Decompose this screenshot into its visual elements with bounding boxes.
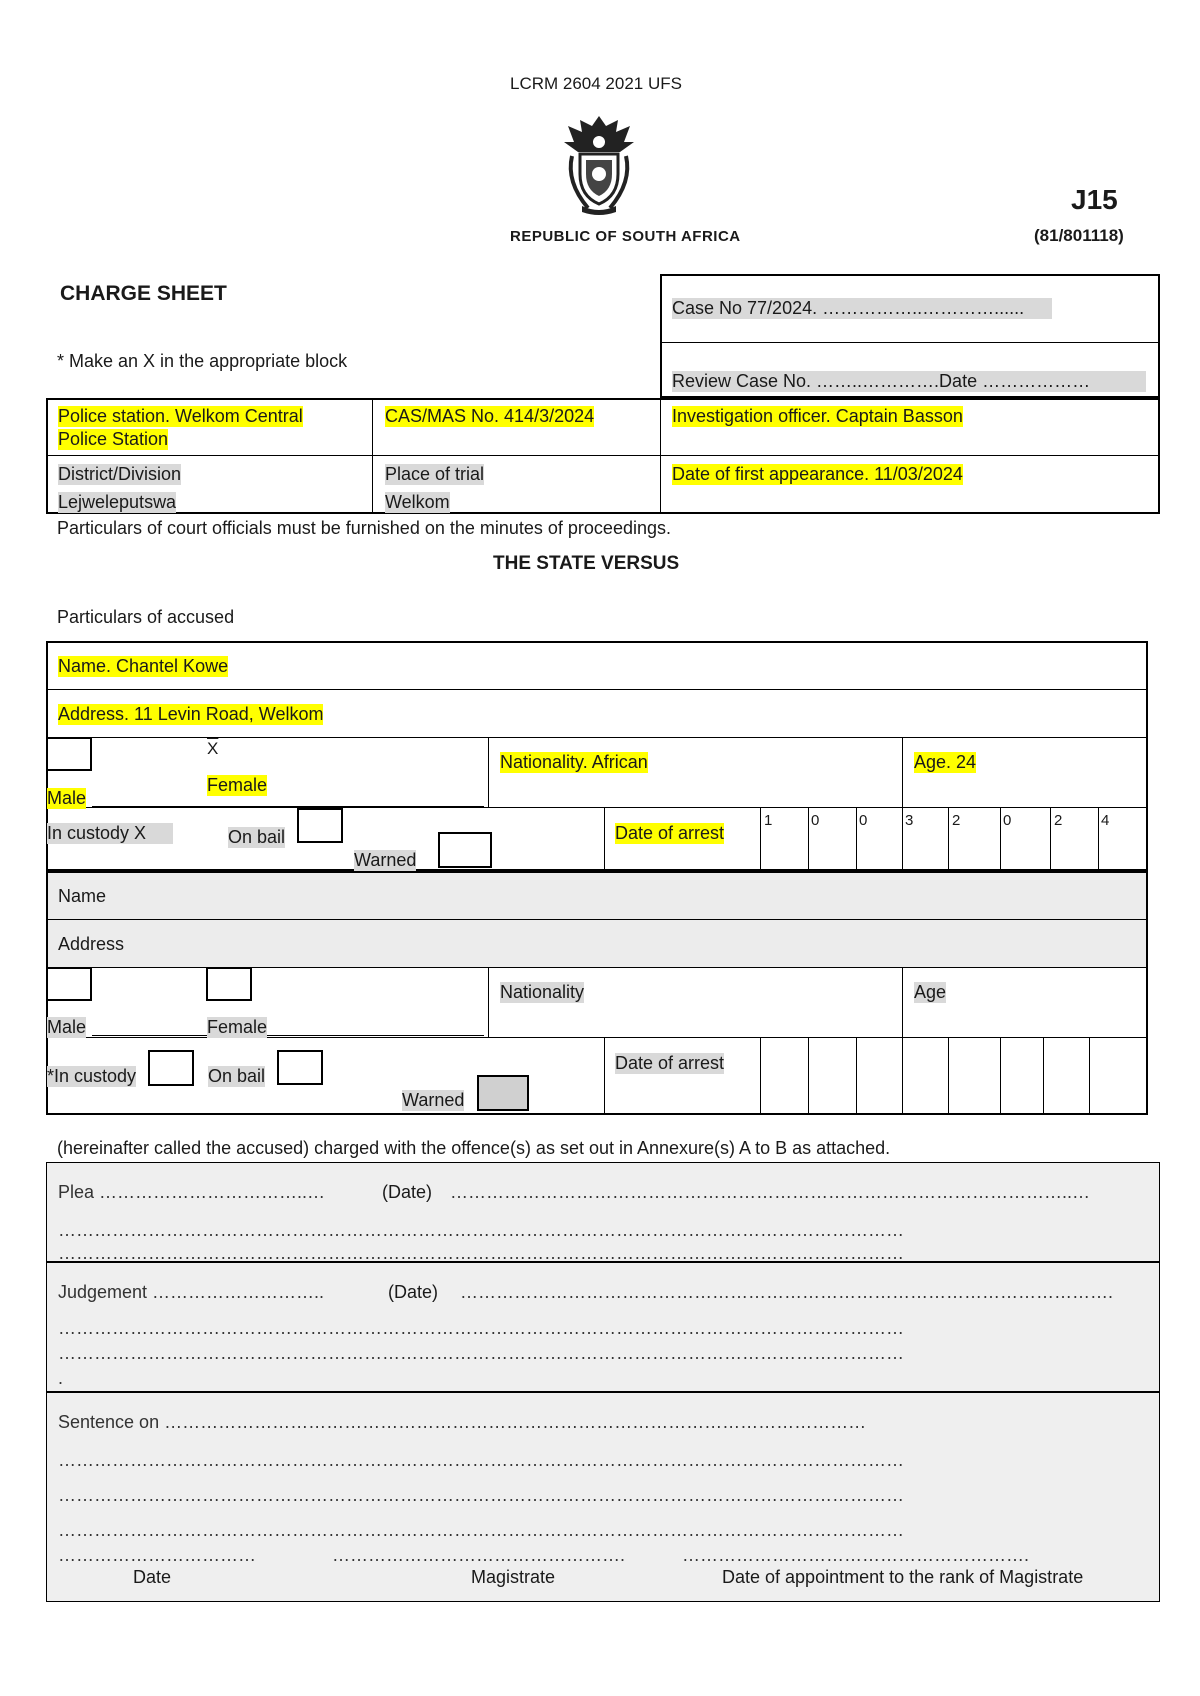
- arrest-grid-1-line-6: [1000, 807, 1001, 871]
- cas-number-field[interactable]: CAS/MAS No. 414/3/2024: [385, 406, 595, 426]
- court-officials-note: Particulars of court officials must be furnished on the minutes of proceedings.: [57, 518, 671, 538]
- accused-1-in-custody[interactable]: In custody X: [47, 823, 173, 844]
- accused-1-male-checkbox[interactable]: [46, 737, 92, 771]
- arrest-digit-8[interactable]: 4: [1101, 812, 1110, 829]
- accused-2-warned-checkbox[interactable]: [477, 1075, 529, 1111]
- sentence-magistrate-signature-line[interactable]: ………………………………………….: [332, 1545, 626, 1565]
- arrest-grid-2-line-4: [902, 1037, 903, 1115]
- details-col-divider-1: [372, 398, 373, 514]
- case-box-divider: [660, 342, 1160, 343]
- arrest-digit-7[interactable]: 2: [1054, 812, 1063, 829]
- arrest-digit-5[interactable]: 2: [952, 812, 961, 829]
- accused-2-on-bail-checkbox[interactable]: [277, 1050, 323, 1085]
- arrest-grid-2-line-7: [1043, 1037, 1044, 1115]
- accused-2-in-custody-checkbox[interactable]: [148, 1050, 194, 1086]
- sentence-line-2[interactable]: ……………………………………………………………………………………………………………………………: [58, 1485, 904, 1505]
- plea-date-label: (Date): [382, 1182, 433, 1202]
- arrest-digit-2[interactable]: 0: [811, 812, 820, 829]
- arrest-digit-6[interactable]: 0: [1003, 812, 1012, 829]
- district-value[interactable]: Lejweleputswa: [58, 492, 177, 512]
- judgement-line-1[interactable]: ……………………………………………………………………………………………………………………………: [58, 1318, 904, 1338]
- arrest-grid-1-line-1: [760, 807, 761, 871]
- accused-2-warned-label: Warned: [402, 1090, 465, 1110]
- accused-2-nationality-label[interactable]: Nationality: [500, 982, 585, 1002]
- details-col-divider-2: [660, 398, 661, 514]
- arrest-grid-1-line-2: [808, 807, 809, 871]
- accused-2-female-label: Female: [207, 1017, 268, 1037]
- country-name: REPUBLIC OF SOUTH AFRICA: [510, 228, 741, 245]
- judgement-line-2[interactable]: ……………………………………………………………………………………………………………………………: [58, 1343, 904, 1363]
- accused-2-arrest-label: Date of arrest: [615, 1053, 725, 1073]
- arrest-grid-2-line-6: [1000, 1037, 1001, 1115]
- arrest-digit-4[interactable]: 3: [905, 812, 914, 829]
- arrest-grid-1-line-8: [1098, 807, 1099, 871]
- accused-1-col-c: [604, 807, 605, 871]
- accused-2-in-custody-label: *In custody: [47, 1066, 137, 1086]
- particulars-label: Particulars of accused: [57, 607, 235, 627]
- arrest-grid-2-line-3: [856, 1037, 857, 1115]
- arrest-grid-2-line-1: [760, 1037, 761, 1115]
- form-reference: LCRM 2604 2021 UFS: [510, 74, 682, 93]
- instruction-text: * Make an X in the appropriate block: [57, 351, 348, 371]
- accused-1-divider-1: [46, 689, 1148, 690]
- accused-2-age-label[interactable]: Age: [914, 982, 947, 1002]
- accused-2-col-a: [488, 967, 489, 1037]
- arrest-grid-2-line-2: [808, 1037, 809, 1115]
- form-code: J15: [1071, 184, 1118, 215]
- accused-2-name-label[interactable]: Name: [58, 886, 107, 906]
- page-title: CHARGE SHEET: [60, 282, 227, 305]
- accused-1-col-a: [488, 737, 489, 807]
- plea-line-1[interactable]: ……………………………………………………………………………………………………………………………: [58, 1220, 904, 1240]
- arrest-grid-1-line-7: [1050, 807, 1051, 871]
- form-number: (81/801118): [1034, 226, 1124, 245]
- sentence-date-label: Date: [133, 1567, 172, 1587]
- accused-2-on-bail-label: On bail: [208, 1066, 266, 1086]
- arrest-digit-3[interactable]: 0: [859, 812, 868, 829]
- accused-2-col-c: [604, 1037, 605, 1115]
- accused-1-name[interactable]: Name. Chantel Kowe: [58, 656, 229, 676]
- accused-1-on-bail-checkbox[interactable]: [297, 808, 343, 843]
- accused-1-divider-3: [46, 807, 1148, 808]
- accused-1-arrest-label: Date of arrest: [615, 823, 725, 843]
- judgement-date-label: (Date): [388, 1282, 439, 1302]
- accused-2-male-label: Male: [47, 1017, 87, 1037]
- place-of-trial-label: Place of trial: [385, 464, 485, 484]
- arrest-grid-1-line-5: [948, 807, 949, 871]
- accused-1-gender-underline: [92, 806, 484, 807]
- arrest-grid-2-line-8: [1089, 1037, 1090, 1115]
- offence-note: (hereinafter called the accused) charged with the offence(s) as set out in Annexure(s) A to B as attached.: [57, 1138, 891, 1158]
- sentence-appointment-label: Date of appointment to the rank of Magistrate: [722, 1567, 1084, 1587]
- sentence-date-signature-line[interactable]: ……………………………: [58, 1545, 256, 1565]
- accused-2-female-checkbox[interactable]: [206, 967, 252, 1001]
- sentence-magistrate-label: Magistrate: [471, 1567, 556, 1587]
- accused-1-divider-2: [46, 737, 1148, 738]
- accused-2-gender-underline: [92, 1035, 484, 1036]
- coat-of-arms-emblem: [558, 112, 640, 216]
- sentence-label[interactable]: Sentence on ………………………………………………………………………………………………………: [58, 1412, 867, 1432]
- plea-label[interactable]: Plea ……………………………..…: [58, 1182, 326, 1202]
- judgement-label[interactable]: Judgement ………………………..: [58, 1282, 325, 1302]
- review-case-field[interactable]: Review Case No. ……..………….Date ………………: [672, 371, 1146, 392]
- arrest-digit-1[interactable]: 1: [764, 812, 773, 829]
- accused-1-warned-checkbox[interactable]: [438, 832, 492, 868]
- plea-date-field[interactable]: …………………………………………………………………………………………..…: [450, 1182, 1091, 1202]
- first-appearance-field[interactable]: Date of first appearance. 11/03/2024: [672, 464, 963, 484]
- accused-1-on-bail-label: On bail: [228, 827, 286, 847]
- case-number-field[interactable]: Case No 77/2024. ……………..…………......: [672, 298, 1052, 319]
- accused-2-col-b: [902, 967, 903, 1037]
- investigation-officer-field[interactable]: Investigation officer. Captain Basson: [672, 406, 963, 426]
- judgement-date-field[interactable]: ……………………………………………………………………………………………….: [460, 1282, 1114, 1302]
- police-station-line2[interactable]: Police Station: [58, 429, 169, 449]
- district-label: District/Division: [58, 464, 182, 484]
- place-of-trial-value[interactable]: Welkom: [385, 492, 450, 512]
- accused-1-col-b: [902, 737, 903, 807]
- arrest-grid-1-line-3: [856, 807, 857, 871]
- arrest-grid-1-line-4: [902, 807, 903, 871]
- accused-1-male-label: Male: [47, 788, 87, 808]
- accused-1-age[interactable]: Age. 24: [914, 752, 977, 772]
- sentence-line-1[interactable]: ……………………………………………………………………………………………………………………………: [58, 1450, 904, 1470]
- accused-2-address-label[interactable]: Address: [58, 934, 125, 954]
- arrest-grid-2-line-5: [948, 1037, 949, 1115]
- details-row-divider: [46, 455, 1160, 456]
- sentence-line-3[interactable]: ……………………………………………………………………………………………………………………………: [58, 1520, 904, 1540]
- accused-1-address[interactable]: Address. 11 Levin Road, Welkom: [58, 704, 324, 724]
- accused-1-nationality[interactable]: Nationality. African: [500, 752, 648, 772]
- plea-line-2[interactable]: ……………………………………………………………………………………………………………………………: [58, 1243, 904, 1263]
- accused-2-male-checkbox[interactable]: [46, 967, 92, 1001]
- accused-1-warned-label: Warned: [354, 850, 417, 870]
- accused-1-female-mark[interactable]: $\overline{X}$: [207, 739, 219, 758]
- accused-1-female-label: Female: [207, 775, 268, 795]
- state-versus-heading: THE STATE VERSUS: [493, 553, 680, 574]
- police-station-line1[interactable]: Police station. Welkom Central: [58, 406, 303, 426]
- accused-2-divider-1: [46, 919, 1148, 920]
- judgement-line-3[interactable]: .: [58, 1368, 64, 1388]
- sentence-appointment-signature-line[interactable]: ………………………………………………….: [682, 1545, 1030, 1565]
